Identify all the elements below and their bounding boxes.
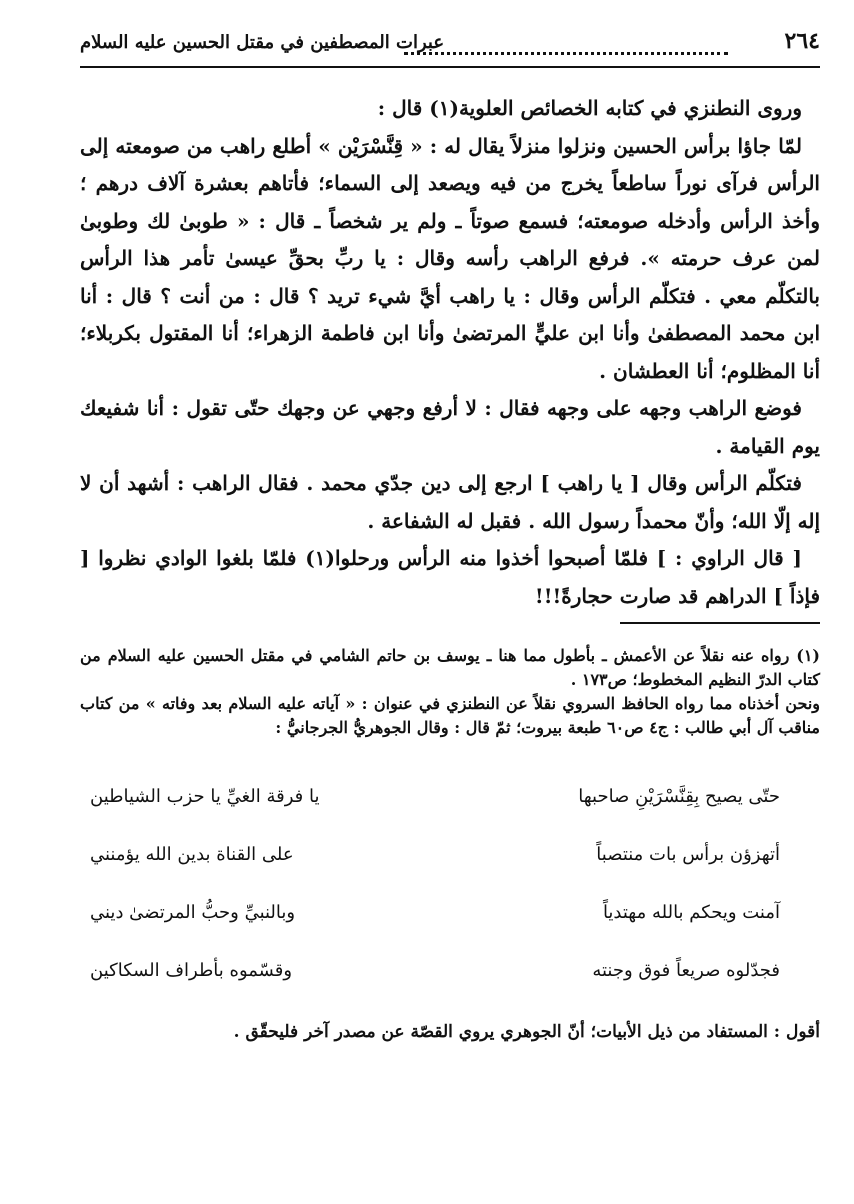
intro-line: وروى النطنزي في كتابه الخصائص العلوية(١) قال : bbox=[377, 96, 802, 120]
book-page bbox=[80, 0, 820, 1204]
verse-hemistich: وبالنبيِّ وحبُّ المرتضىٰ ديني bbox=[90, 902, 296, 923]
poem bbox=[80, 786, 820, 1018]
verse-hemistich: فجدّلوه صريعاً فوق وجنته bbox=[592, 960, 780, 981]
footnotes bbox=[80, 644, 820, 740]
footnote: (١) رواه عنه نقلاً عن الأعمش ـ بأطول مما هنا ـ يوسف بن حاتم الشامي في مقتل الحسين عليه السلام من كتاب الدرّ النظيم المخطوط؛ ص١٧٣ . bbox=[80, 646, 820, 689]
verse-hemistich: يا فرقة الغيِّ يا حزب الشياطين bbox=[90, 786, 320, 807]
poem-verse bbox=[80, 844, 820, 902]
paragraph: فوضع الراهب وجهه على وجهه فقال : لا أرفع وجهي عن وجهك حتّى تقول : أنا شفيعك يوم القيامة . bbox=[80, 396, 820, 458]
header-rule bbox=[80, 66, 820, 68]
running-header bbox=[80, 22, 820, 62]
poem-verse bbox=[80, 960, 820, 1018]
verse-hemistich: حتّى يصيح بِقِنَّسْرَيْنِ صاحبها bbox=[578, 786, 780, 807]
poem-verse bbox=[80, 902, 820, 960]
footnote: ونحن أخذناه مما رواه الحافظ السروي نقلاً عن النطنزي في عنوان : « آياته عليه السلام بعد وفاته » من كتاب مناقب آل أبي طالب : ج٤ ص٦٠ طبعة بيروت؛ ثمّ قال : وقال الجوهريُّ الجرجانيُّ : bbox=[80, 694, 820, 737]
verse-hemistich: آمنت ويحكم بالله مهتدياً bbox=[602, 902, 780, 923]
footnote-rule bbox=[620, 622, 820, 624]
leader-dots bbox=[404, 34, 728, 55]
main-text bbox=[80, 90, 820, 615]
paragraph: [ قال الراوي : ] فلمّا أصبحوا أخذوا منه الرأس ورحلوا(١) فلمّا بلغوا الوادي نظروا [ فإذاً ] الدراهم قد صارت حجارةً!!! bbox=[80, 546, 820, 608]
verse-hemistich: وقسّموه بأطراف السكاكين bbox=[90, 960, 293, 981]
running-title: عبرات المصطفين في مقتل الحسين عليه السلام bbox=[80, 32, 445, 53]
page-number: ٢٦٤ bbox=[784, 28, 820, 54]
verse-hemistich: على القناة بدين الله يؤمنني bbox=[90, 844, 294, 865]
poem-verse bbox=[80, 786, 820, 844]
verse-hemistich: أتهزؤن برأس بات منتصباً bbox=[596, 844, 780, 865]
paragraph: فتكلّم الرأس وقال [ يا راهب ] ارجع إلى دين جدّي محمد . فقال الراهب : أشهد أن لا إله إلّا الله؛ وأنّ محمداً رسول الله . فقبل له الشفاعة . bbox=[80, 471, 820, 533]
paragraph: لمّا جاؤا برأس الحسين ونزلوا منزلاً يقال له : « قِنَّسْرَيْن » أطلع راهب من صومعته إلى الرأس فرآى نوراً ساطعاً يخرج من فيه ويصعد إلى السماء؛ فأتاهم بعشرة آلاف درهم ؛ وأخذ الرأس وأدخله صومعته؛ فسمع صوتاً ـ ولم ير شخصاً ـ قال : « طوبىٰ لك وطوبىٰ لمن عرف حرمته ». فرفع الراهب رأسه وقال : يا ربِّ بحقِّ عيسىٰ تأمر هذا الرأس بالتكلّم معي . فتكلّم الرأس وقال : يا راهب أيَّ شيء تريد ؟ قال : من أنت ؟ قال : أنا ابن محمد المصطفىٰ وأنا ابن عليٍّ المرتضىٰ وأنا ابن فاطمة الزهراء؛ أنا المقتول بكربلاء؛ أنا المظلوم؛ أنا العطشان . bbox=[80, 133, 821, 383]
closing-note: أقول : المستفاد من ذيل الأبيات؛ أنّ الجوهري يروي القصّة عن مصدر آخر فليحقّق . bbox=[233, 1022, 820, 1042]
